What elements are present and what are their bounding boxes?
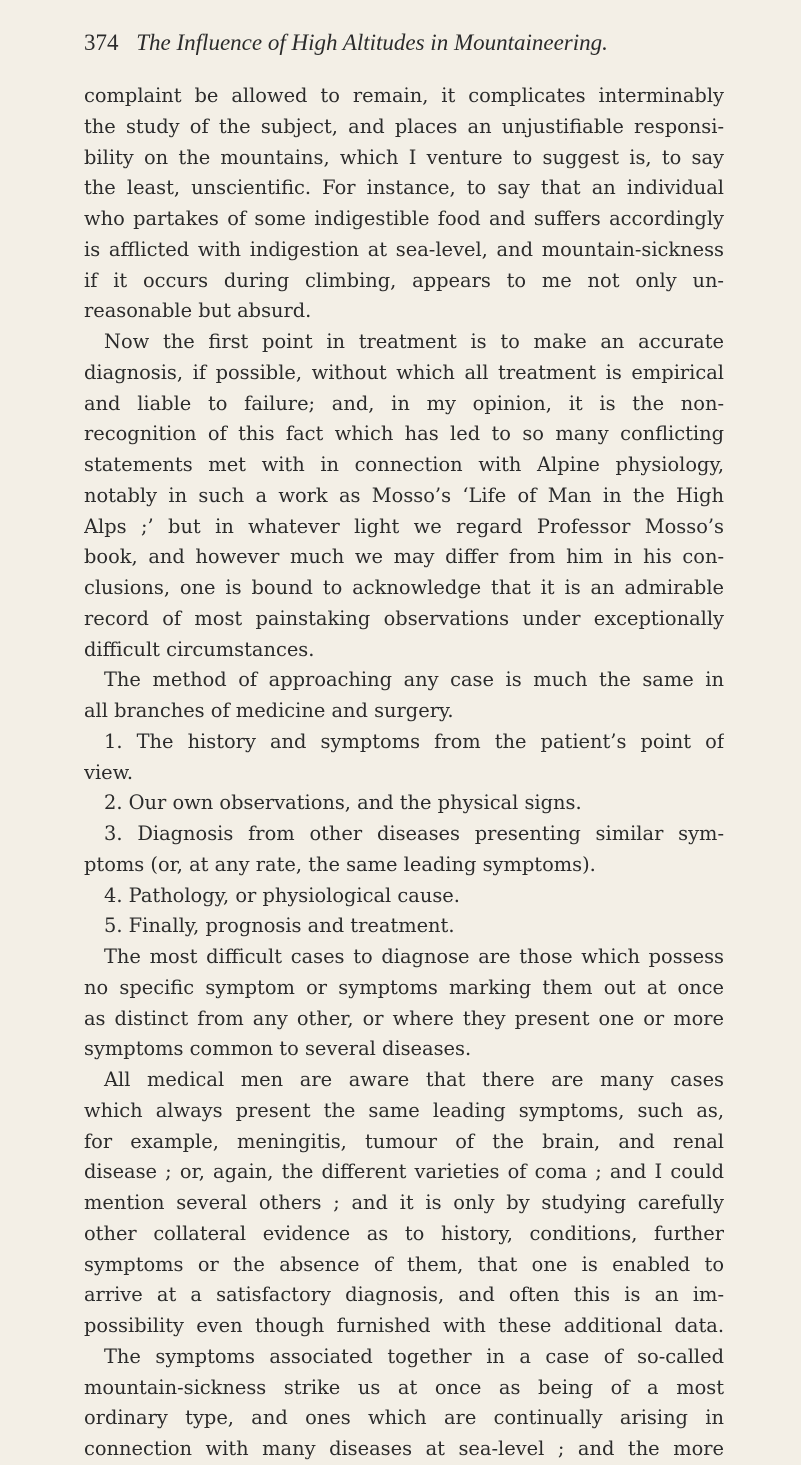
page-number: 374 [84, 30, 119, 55]
text-line: complaint be allowed to remain, it complicates interminably [84, 84, 724, 107]
text-line: view. [84, 760, 134, 784]
text-line: 1. The history and symptoms from the patient’s point of [104, 729, 724, 753]
text-line: connection with many diseases at sea-level ; and the more [84, 1437, 724, 1460]
text-line: mention several others ; and it is only by studying carefully [84, 1191, 724, 1214]
text-line: mountain-sickness strike us at once as being of a most [84, 1375, 724, 1399]
text-line: and liable to failure; and, in my opinion, it is the non- [84, 391, 724, 415]
running-title: The Influence of High Altitudes in Mountaineering. [136, 30, 608, 55]
text-line: all branches of medicine and surgery. [84, 699, 454, 722]
text-line: Now the first point in treatment is to make an accurate [104, 330, 724, 353]
text-line: book, and however much we may differ from him in his con- [84, 545, 724, 569]
text-line: other collateral evidence as to history, conditions, further [84, 1221, 724, 1245]
text-line: 3. Diagnosis from other diseases presenting similar sym- [104, 822, 724, 845]
text-line: arrive at a satisfactory diagnosis, and often this is an im- [84, 1283, 724, 1307]
text-line: Alps ;’ but in whatever light we regard Professor Mosso’s [84, 514, 724, 538]
text-line: recognition of this fact which has led to so many conflicting [84, 422, 724, 446]
text-line: reasonable but absurd. [84, 299, 312, 323]
text-line: which always present the same leading symptoms, such as, [84, 1098, 724, 1122]
text-line: the study of the subject, and places an unjustifiable responsi- [84, 114, 724, 138]
text-line: The most difficult cases to diagnose are those which possess [104, 945, 724, 968]
text-line: ptoms (or, at any rate, the same leading symptoms). [84, 852, 596, 876]
text-line: statements met with in connection with Alpine physiology, [84, 453, 724, 476]
text-line: 5. Finally, prognosis and treatment. [104, 914, 455, 938]
text-line: The symptoms associated together in a case of so-called [104, 1344, 724, 1368]
text-line: symptoms or the absence of them, that one is enabled to [84, 1252, 724, 1276]
text-line: The method of approaching any case is much the same in [104, 668, 724, 692]
text-line: no specific symptom or symptoms marking them out at once [84, 975, 724, 999]
text-line: difficult circumstances. [84, 637, 315, 661]
text-line: the least, unscientific. For instance, to say that an individual [84, 176, 724, 200]
text-line: ordinary type, and ones which are continually arising in [84, 1406, 724, 1430]
text-line: possibility even though furnished with these additional data. [84, 1314, 724, 1337]
text-line: for example, meningitis, tumour of the brain, and renal [84, 1129, 724, 1153]
text-line: 4. Pathology, or physiological cause. [104, 883, 460, 907]
text-line: who partakes of some indigestible food and suffers accordingly [84, 207, 724, 230]
text-line: clusions, one is bound to acknowledge that it is an admirable [84, 576, 724, 599]
text-line: as distinct from any other, or where they present one or more [84, 1006, 724, 1030]
text-line: bility on the mountains, which I venture to suggest is, to say [84, 145, 724, 169]
text-line: notably in such a work as Mosso’s ‘Life of Man in the High [84, 483, 724, 507]
text-line: 2. Our own observations, and the physical signs. [104, 791, 582, 815]
text-line: All medical men are aware that there are many cases [104, 1068, 724, 1091]
text-line: if it occurs during climbing, appears to me not only un- [84, 268, 724, 292]
page-header [84, 30, 724, 56]
text-line: record of most painstaking observations under exceptionally [84, 606, 724, 630]
text-line: symptoms common to several diseases. [84, 1037, 472, 1061]
text-line: diagnosis, if possible, without which all treatment is empirical [84, 360, 724, 384]
text-line: is afflicted with indigestion at sea-level, and mountain-sickness [84, 237, 724, 261]
text-line: disease ; or, again, the different varieties of coma ; and I could [84, 1160, 724, 1184]
body-text [84, 81, 724, 1465]
